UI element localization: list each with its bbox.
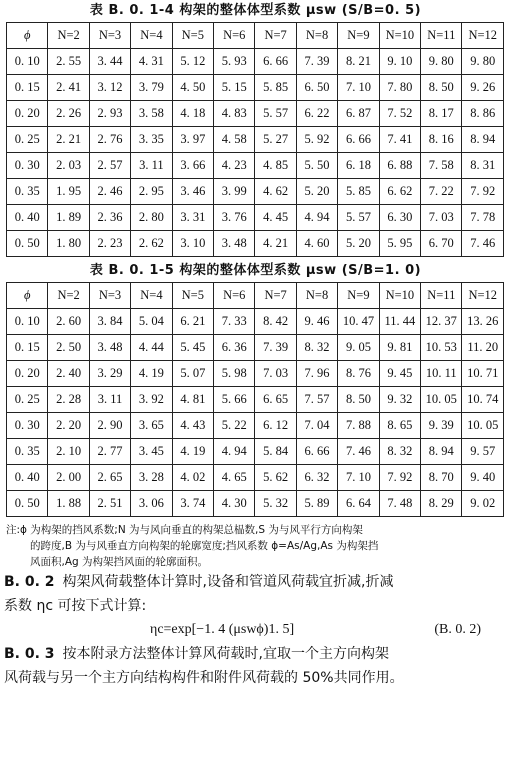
value-cell: 8. 21 (338, 49, 379, 75)
value-cell: 8. 65 (379, 413, 420, 439)
value-cell: 3. 74 (172, 491, 213, 517)
value-cell: 7. 03 (255, 361, 296, 387)
value-cell: 9. 26 (462, 75, 504, 101)
value-cell: 3. 48 (89, 335, 130, 361)
value-cell: 6. 65 (255, 387, 296, 413)
phi-cell: 0. 35 (7, 179, 48, 205)
phi-cell: 0. 50 (7, 491, 48, 517)
n-header: N=4 (131, 23, 172, 49)
value-cell: 3. 06 (131, 491, 172, 517)
value-cell: 8. 32 (379, 439, 420, 465)
value-cell: 2. 77 (89, 439, 130, 465)
value-cell: 10. 71 (462, 361, 504, 387)
value-cell: 7. 10 (338, 465, 379, 491)
value-cell: 9. 02 (462, 491, 504, 517)
n-header: N=2 (48, 23, 89, 49)
n-header: N=6 (214, 283, 255, 309)
value-cell: 6. 87 (338, 101, 379, 127)
value-cell: 3. 79 (131, 75, 172, 101)
table-header-row (7, 283, 504, 309)
value-cell: 10. 53 (421, 335, 462, 361)
value-cell: 4. 30 (214, 491, 255, 517)
value-cell: 7. 22 (421, 179, 462, 205)
n-header: N=12 (462, 283, 504, 309)
value-cell: 7. 92 (462, 179, 504, 205)
value-cell: 4. 94 (296, 205, 337, 231)
value-cell: 5. 85 (338, 179, 379, 205)
value-cell: 2. 21 (48, 127, 89, 153)
table-row (7, 335, 504, 361)
value-cell: 5. 12 (172, 49, 213, 75)
value-cell: 2. 20 (48, 413, 89, 439)
table-row (7, 361, 504, 387)
value-cell: 3. 46 (172, 179, 213, 205)
n-header: N=8 (296, 23, 337, 49)
phi-cell: 0. 40 (7, 465, 48, 491)
value-cell: 2. 03 (48, 153, 89, 179)
table-row (7, 101, 504, 127)
value-cell: 2. 90 (89, 413, 130, 439)
value-cell: 4. 44 (131, 335, 172, 361)
table-row (7, 75, 504, 101)
value-cell: 5. 15 (214, 75, 255, 101)
note-line: 的跨度,B 为与风垂直方向构架的轮廓宽度;挡风系数 ϕ=As/Ag,As 为构架挡 (30, 540, 379, 552)
value-cell: 2. 00 (48, 465, 89, 491)
value-cell: 5. 32 (255, 491, 296, 517)
value-cell: 4. 19 (172, 439, 213, 465)
value-cell: 2. 26 (48, 101, 89, 127)
value-cell: 3. 31 (172, 205, 213, 231)
value-cell: 4. 50 (172, 75, 213, 101)
n-header: N=10 (379, 23, 420, 49)
phi-header: ϕ (7, 23, 48, 49)
value-cell: 4. 18 (172, 101, 213, 127)
value-cell: 4. 94 (214, 439, 255, 465)
value-cell: 7. 39 (296, 49, 337, 75)
section-text: 构架风荷载整体计算时,设备和管道风荷载宜折减,折减 (62, 574, 394, 590)
value-cell: 5. 66 (214, 387, 255, 413)
n-header: N=7 (255, 23, 296, 49)
value-cell: 3. 29 (89, 361, 130, 387)
value-cell: 2. 51 (89, 491, 130, 517)
table-row (7, 205, 504, 231)
value-cell: 2. 36 (89, 205, 130, 231)
value-cell: 9. 80 (421, 49, 462, 75)
value-cell: 7. 88 (338, 413, 379, 439)
value-cell: 12. 37 (421, 309, 462, 335)
value-cell: 2. 60 (48, 309, 89, 335)
value-cell: 6. 70 (421, 231, 462, 257)
value-cell: 2. 46 (89, 179, 130, 205)
value-cell: 5. 84 (255, 439, 296, 465)
value-cell: 2. 55 (48, 49, 89, 75)
value-cell: 6. 88 (379, 153, 420, 179)
value-cell: 10. 47 (338, 309, 379, 335)
value-cell: 3. 76 (214, 205, 255, 231)
value-cell: 4. 23 (214, 153, 255, 179)
n-header: N=9 (338, 23, 379, 49)
value-cell: 4. 85 (255, 153, 296, 179)
table-row (7, 153, 504, 179)
formula-row (150, 618, 481, 642)
phi-header: ϕ (7, 283, 48, 309)
table-row (7, 49, 504, 75)
value-cell: 6. 66 (338, 127, 379, 153)
value-cell: 3. 92 (131, 387, 172, 413)
value-cell: 8. 50 (338, 387, 379, 413)
value-cell: 3. 12 (89, 75, 130, 101)
value-cell: 3. 35 (131, 127, 172, 153)
value-cell: 4. 83 (214, 101, 255, 127)
table-row (7, 465, 504, 491)
value-cell: 5. 27 (255, 127, 296, 153)
n-header: N=11 (421, 23, 462, 49)
value-cell: 3. 11 (131, 153, 172, 179)
value-cell: 11. 20 (462, 335, 504, 361)
value-cell: 7. 04 (296, 413, 337, 439)
value-cell: 9. 57 (462, 439, 504, 465)
value-cell: 8. 94 (421, 439, 462, 465)
value-cell: 5. 07 (172, 361, 213, 387)
value-cell: 8. 50 (421, 75, 462, 101)
phi-cell: 0. 15 (7, 335, 48, 361)
value-cell: 2. 93 (89, 101, 130, 127)
value-cell: 13. 26 (462, 309, 504, 335)
value-cell: 9. 32 (379, 387, 420, 413)
value-cell: 7. 92 (379, 465, 420, 491)
section-number: B. 0. 2 (4, 574, 55, 590)
value-cell: 9. 45 (379, 361, 420, 387)
value-cell: 8. 94 (462, 127, 504, 153)
value-cell: 10. 05 (462, 413, 504, 439)
value-cell: 2. 62 (131, 231, 172, 257)
phi-cell: 0. 30 (7, 413, 48, 439)
phi-cell: 0. 40 (7, 205, 48, 231)
table-note (6, 522, 503, 570)
value-cell: 9. 46 (296, 309, 337, 335)
n-header: N=10 (379, 283, 420, 309)
value-cell: 5. 50 (296, 153, 337, 179)
coefficient-table (6, 282, 504, 517)
value-cell: 2. 57 (89, 153, 130, 179)
table-row (7, 491, 504, 517)
value-cell: 9. 05 (338, 335, 379, 361)
value-cell: 5. 92 (296, 127, 337, 153)
value-cell: 5. 89 (296, 491, 337, 517)
phi-cell: 0. 15 (7, 75, 48, 101)
n-header: N=5 (172, 283, 213, 309)
n-header: N=12 (462, 23, 504, 49)
value-cell: 8. 29 (421, 491, 462, 517)
value-cell: 1. 88 (48, 491, 89, 517)
value-cell: 8. 17 (421, 101, 462, 127)
value-cell: 6. 22 (296, 101, 337, 127)
value-cell: 3. 11 (89, 387, 130, 413)
phi-cell: 0. 25 (7, 387, 48, 413)
phi-cell: 0. 30 (7, 153, 48, 179)
value-cell: 4. 21 (255, 231, 296, 257)
phi-cell: 0. 10 (7, 309, 48, 335)
phi-cell: 0. 10 (7, 49, 48, 75)
value-cell: 5. 57 (338, 205, 379, 231)
value-cell: 3. 28 (131, 465, 172, 491)
value-cell: 8. 16 (421, 127, 462, 153)
value-cell: 9. 40 (462, 465, 504, 491)
value-cell: 4. 58 (214, 127, 255, 153)
value-cell: 4. 43 (172, 413, 213, 439)
value-cell: 7. 39 (255, 335, 296, 361)
value-cell: 6. 18 (338, 153, 379, 179)
table-row (7, 413, 504, 439)
coefficient-table (6, 22, 504, 257)
table-row (7, 309, 504, 335)
n-header: N=9 (338, 283, 379, 309)
phi-cell: 0. 20 (7, 361, 48, 387)
value-cell: 4. 02 (172, 465, 213, 491)
value-cell: 6. 36 (214, 335, 255, 361)
value-cell: 7. 46 (462, 231, 504, 257)
value-cell: 6. 66 (296, 439, 337, 465)
value-cell: 7. 78 (462, 205, 504, 231)
value-cell: 3. 66 (172, 153, 213, 179)
value-cell: 7. 33 (214, 309, 255, 335)
n-header: N=11 (421, 283, 462, 309)
value-cell: 10. 05 (421, 387, 462, 413)
value-cell: 9. 80 (462, 49, 504, 75)
value-cell: 5. 93 (214, 49, 255, 75)
value-cell: 3. 10 (172, 231, 213, 257)
n-header: N=5 (172, 23, 213, 49)
value-cell: 3. 65 (131, 413, 172, 439)
section-b02 (4, 570, 503, 618)
value-cell: 7. 48 (379, 491, 420, 517)
value-cell: 1. 89 (48, 205, 89, 231)
phi-cell: 0. 50 (7, 231, 48, 257)
phi-cell: 0. 20 (7, 101, 48, 127)
value-cell: 8. 32 (296, 335, 337, 361)
table-caption: 表 B. 0. 1-5 构架的整体体型系数 μsw (S/B=1. 0) (89, 263, 422, 278)
value-cell: 6. 64 (338, 491, 379, 517)
value-cell: 5. 20 (296, 179, 337, 205)
value-cell: 5. 98 (214, 361, 255, 387)
table-row (7, 179, 504, 205)
value-cell: 3. 48 (214, 231, 255, 257)
value-cell: 7. 57 (296, 387, 337, 413)
value-cell: 7. 96 (296, 361, 337, 387)
n-header: N=7 (255, 283, 296, 309)
n-header: N=3 (89, 283, 130, 309)
note-line: 风面积,Ag 为构架挡风面的轮廓面积。 (30, 556, 209, 568)
value-cell: 4. 31 (131, 49, 172, 75)
table-header-row (7, 23, 504, 49)
table-row (7, 439, 504, 465)
value-cell: 11. 44 (379, 309, 420, 335)
section-b03 (4, 642, 503, 690)
value-cell: 6. 50 (296, 75, 337, 101)
value-cell: 6. 12 (255, 413, 296, 439)
section-text: 系数 ηc 可按下式计算: (4, 598, 147, 614)
value-cell: 8. 76 (338, 361, 379, 387)
table-row (7, 231, 504, 257)
section-text: 按本附录方法整体计算风荷载时,宜取一个主方向构架 (62, 646, 389, 662)
section-number: B. 0. 3 (4, 646, 55, 662)
value-cell: 2. 10 (48, 439, 89, 465)
value-cell: 10. 11 (421, 361, 462, 387)
value-cell: 7. 58 (421, 153, 462, 179)
value-cell: 5. 04 (131, 309, 172, 335)
value-cell: 2. 80 (131, 205, 172, 231)
value-cell: 5. 62 (255, 465, 296, 491)
value-cell: 7. 80 (379, 75, 420, 101)
value-cell: 3. 44 (89, 49, 130, 75)
value-cell: 4. 45 (255, 205, 296, 231)
value-cell: 2. 50 (48, 335, 89, 361)
value-cell: 8. 86 (462, 101, 504, 127)
value-cell: 10. 74 (462, 387, 504, 413)
value-cell: 2. 95 (131, 179, 172, 205)
value-cell: 5. 57 (255, 101, 296, 127)
value-cell: 2. 41 (48, 75, 89, 101)
value-cell: 5. 85 (255, 75, 296, 101)
value-cell: 6. 66 (255, 49, 296, 75)
value-cell: 7. 10 (338, 75, 379, 101)
value-cell: 8. 42 (255, 309, 296, 335)
value-cell: 5. 20 (338, 231, 379, 257)
table-caption: 表 B. 0. 1-4 构架的整体体型系数 μsw (S/B=0. 5) (89, 3, 422, 18)
note-line: 注:ϕ 为构架的挡风系数;N 为与风向垂直的构架总榀数,S 为与风平行方向构架 (6, 524, 363, 536)
value-cell: 7. 41 (379, 127, 420, 153)
value-cell: 6. 30 (379, 205, 420, 231)
section-text: 风荷载与另一个主方向结构构件和附件风荷载的 50%共同作用。 (4, 670, 404, 686)
value-cell: 3. 45 (131, 439, 172, 465)
n-header: N=6 (214, 23, 255, 49)
n-header: N=3 (89, 23, 130, 49)
value-cell: 2. 28 (48, 387, 89, 413)
value-cell: 3. 84 (89, 309, 130, 335)
value-cell: 8. 31 (462, 153, 504, 179)
value-cell: 2. 76 (89, 127, 130, 153)
value-cell: 5. 22 (214, 413, 255, 439)
value-cell: 7. 52 (379, 101, 420, 127)
value-cell: 4. 62 (255, 179, 296, 205)
n-header: N=8 (296, 283, 337, 309)
value-cell: 3. 97 (172, 127, 213, 153)
value-cell: 2. 23 (89, 231, 130, 257)
phi-cell: 0. 25 (7, 127, 48, 153)
value-cell: 9. 81 (379, 335, 420, 361)
table-row (7, 387, 504, 413)
value-cell: 3. 58 (131, 101, 172, 127)
value-cell: 6. 21 (172, 309, 213, 335)
value-cell: 4. 60 (296, 231, 337, 257)
value-cell: 8. 70 (421, 465, 462, 491)
value-cell: 2. 65 (89, 465, 130, 491)
value-cell: 4. 81 (172, 387, 213, 413)
value-cell: 6. 62 (379, 179, 420, 205)
value-cell: 9. 39 (421, 413, 462, 439)
n-header: N=2 (48, 283, 89, 309)
value-cell: 5. 95 (379, 231, 420, 257)
value-cell: 2. 40 (48, 361, 89, 387)
value-cell: 1. 80 (48, 231, 89, 257)
n-header: N=4 (131, 283, 172, 309)
value-cell: 1. 95 (48, 179, 89, 205)
value-cell: 7. 46 (338, 439, 379, 465)
value-cell: 7. 03 (421, 205, 462, 231)
formula: ηc=exp[−1. 4 (μswϕ)1. 5] (150, 622, 295, 637)
value-cell: 4. 65 (214, 465, 255, 491)
value-cell: 9. 10 (379, 49, 420, 75)
phi-cell: 0. 35 (7, 439, 48, 465)
value-cell: 6. 32 (296, 465, 337, 491)
formula-number: (B. 0. 2) (434, 622, 481, 637)
value-cell: 3. 99 (214, 179, 255, 205)
table-row (7, 127, 504, 153)
value-cell: 5. 45 (172, 335, 213, 361)
value-cell: 4. 19 (131, 361, 172, 387)
